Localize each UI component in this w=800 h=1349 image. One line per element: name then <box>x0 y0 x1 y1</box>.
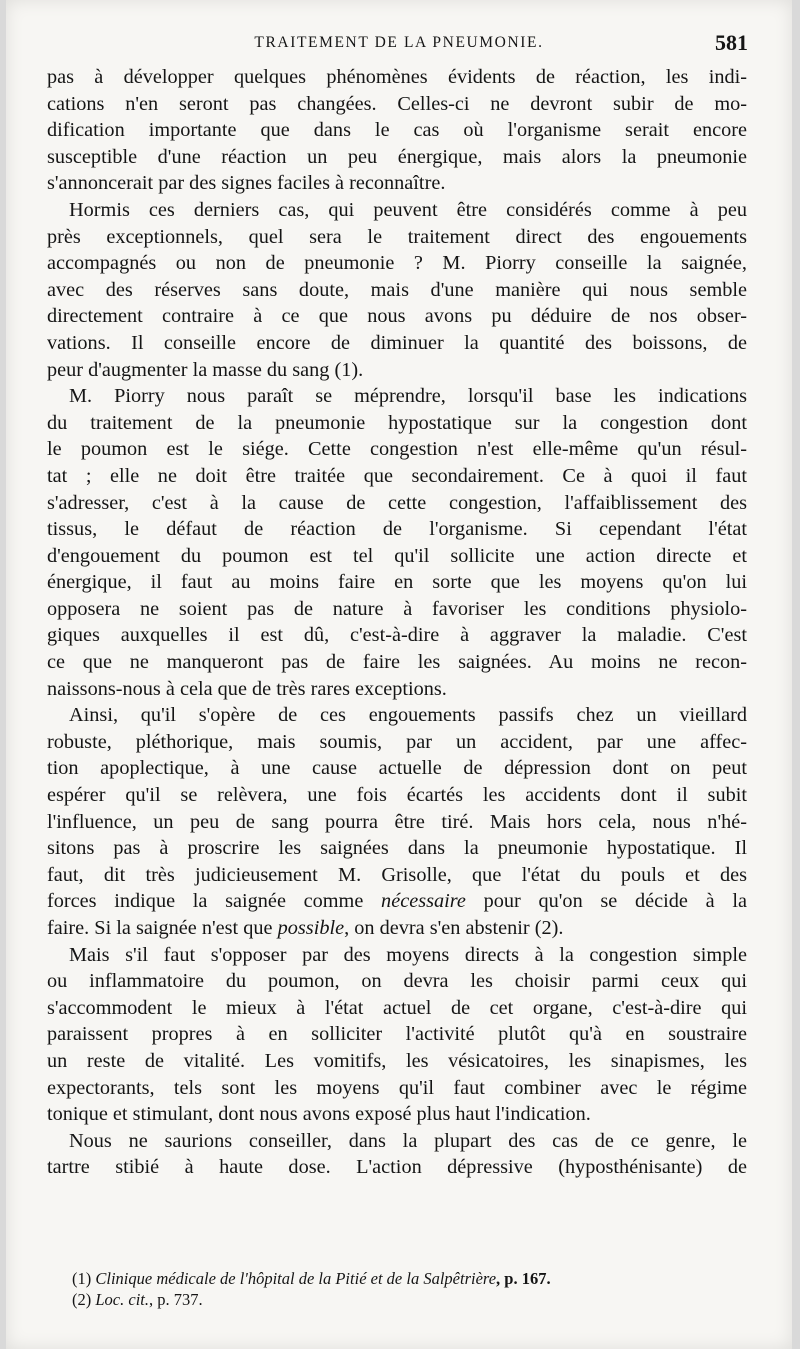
paragraph <box>47 383 747 702</box>
text-line: susceptible d'une réaction un peu énergique, mais alors la pneumonie <box>47 145 747 168</box>
italic-term: possible <box>277 917 345 939</box>
text-line: M. Piorry nous paraît se méprendre, lorsqu'il base les indications <box>69 385 747 408</box>
paragraph <box>47 197 747 383</box>
text-line: le poumon est le siége. Cette congestion n'est elle-même qu'un résul- <box>47 438 747 461</box>
text-line: énergique, il faut au moins faire en sorte que les moyens qu'on lui <box>47 571 747 594</box>
body-text <box>47 64 747 1181</box>
text-run: , on devra s'en abstenir (2). <box>344 917 564 939</box>
italic-term: nécessaire <box>381 890 466 913</box>
text-line: dification importante que dans le cas où l'organisme serait encore <box>47 119 747 142</box>
text-line <box>47 888 747 915</box>
footnotes <box>72 1268 748 1310</box>
text-line: robuste, pléthorique, mais soumis, par un accident, par une affec- <box>47 730 747 753</box>
text-run: forces indique la saignée comme <box>47 890 382 913</box>
paragraph <box>47 1128 747 1181</box>
text-line: un reste de vitalité. Les vomitifs, les vésicatoires, les sinapismes, les <box>47 1049 747 1072</box>
text-line: Nous ne saurions conseiller, dans la plupart des cas de ce genre, le <box>69 1129 747 1152</box>
text-line: tissus, le défaut de réaction de l'organisme. Si cependant l'état <box>47 518 747 541</box>
text-line: l'influence, un peu de sang pourra être tiré. Mais hors cela, nous n'hé- <box>47 810 747 833</box>
paragraph <box>47 702 747 941</box>
text-line: expectorants, tels sont les moyens qu'il faut combiner avec le régime <box>47 1076 747 1099</box>
running-title: TRAITEMENT DE LA PNEUMONIE. <box>254 34 544 51</box>
text-run: pour qu'on se décide à la <box>465 890 747 913</box>
paragraph <box>47 942 747 1128</box>
text-line: Ainsi, qu'il s'opère de ces engouements passifs chez un vieillard <box>69 704 747 727</box>
text-line: accompagnés ou non de pneumonie ? M. Piorry conseille la saignée, <box>47 252 747 275</box>
book-page <box>6 0 792 1349</box>
text-line: naissons-nous à cela que de très rares exceptions. <box>47 677 447 700</box>
footnote-tail: , p. 167. <box>496 1269 551 1288</box>
footnote <box>72 1268 748 1289</box>
text-line: près exceptionnels, quel sera le traitement direct des engouements <box>47 225 747 248</box>
footnote-title: Loc. cit. <box>95 1290 149 1309</box>
text-line: tat ; elle ne doit être traitée que secondairement. Ce à quoi il faut <box>47 464 747 487</box>
text-line: d'engouement du poumon est tel qu'il sollicite une action directe et <box>47 544 747 567</box>
text-line: ou inflammatoire du poumon, on devra les choisir parmi ceux qui <box>47 970 747 993</box>
text-line: cations n'en seront pas changées. Celles-ci ne devront subir de mo- <box>47 92 747 115</box>
footnote <box>72 1289 748 1310</box>
text-run: faire. Si la saignée n'est que <box>47 917 278 939</box>
text-line: peur d'augmenter la masse du sang (1). <box>47 358 364 381</box>
text-line: pas à développer quelques phénomènes évidents de réaction, les indi- <box>47 66 747 88</box>
text-line: s'annoncerait par des signes faciles à reconnaître. <box>47 172 446 195</box>
text-line: s'accommodent le mieux à l'état actuel de cet organe, c'est-à-dire qui <box>47 996 747 1019</box>
text-line: Hormis ces derniers cas, qui peuvent être considérés comme à peu <box>69 198 747 221</box>
text-line <box>47 915 747 942</box>
text-line: tartre stibié à haute dose. L'action dépressive (hyposthénisante) de <box>47 1156 747 1179</box>
footnote-mark: (1) <box>72 1269 92 1288</box>
text-line: du traitement de la pneumonie hypostatique sur la congestion dont <box>47 411 747 434</box>
text-line: sitons pas à proscrire les saignées dans la pneumonie hypostatique. Il <box>47 837 747 860</box>
text-line: directement contraire à ce que nous avons pu déduire de nos obser- <box>47 305 747 328</box>
text-line: tonique et stimulant, dont nous avons exposé plus haut l'indication. <box>47 1103 591 1126</box>
running-head <box>50 30 748 58</box>
text-line: avec des réserves sans doute, mais d'une manière qui nous semble <box>47 278 747 301</box>
text-line: espérer qu'il se relèvera, une fois écartés les accidents dont il subit <box>47 784 747 807</box>
text-line: Mais s'il faut s'opposer par des moyens directs à la congestion simple <box>69 943 747 966</box>
page-number: 581 <box>715 30 748 55</box>
text-line: paraissent propres à en solliciter l'activité plutôt qu'à en soustraire <box>47 1023 747 1046</box>
text-line: opposera ne soient pas de nature à favoriser les conditions physiolo- <box>47 597 747 620</box>
text-line: vations. Il conseille encore de diminuer la quantité des boissons, de <box>47 331 747 354</box>
text-line: s'adresser, c'est à la cause de cette congestion, l'affaiblissement des <box>47 491 747 514</box>
text-line: faut, dit très judicieusement M. Grisolle, que l'état du pouls et des <box>47 863 747 886</box>
text-line: giques auxquelles il est dû, c'est-à-dire à aggraver la maladie. C'est <box>47 624 747 647</box>
text-line: ce que ne manqueront pas de faire les saignées. Au moins ne recon- <box>47 651 747 674</box>
footnote-title: Clinique médicale de l'hôpital de la Pitié et de la Salpêtrière <box>95 1269 497 1288</box>
footnote-tail: , p. 737. <box>149 1290 203 1309</box>
footnote-mark: (2) <box>72 1290 92 1309</box>
paragraph <box>47 64 747 197</box>
text-line: tion apoplectique, à une cause actuelle de dépression dont on peut <box>47 757 747 780</box>
